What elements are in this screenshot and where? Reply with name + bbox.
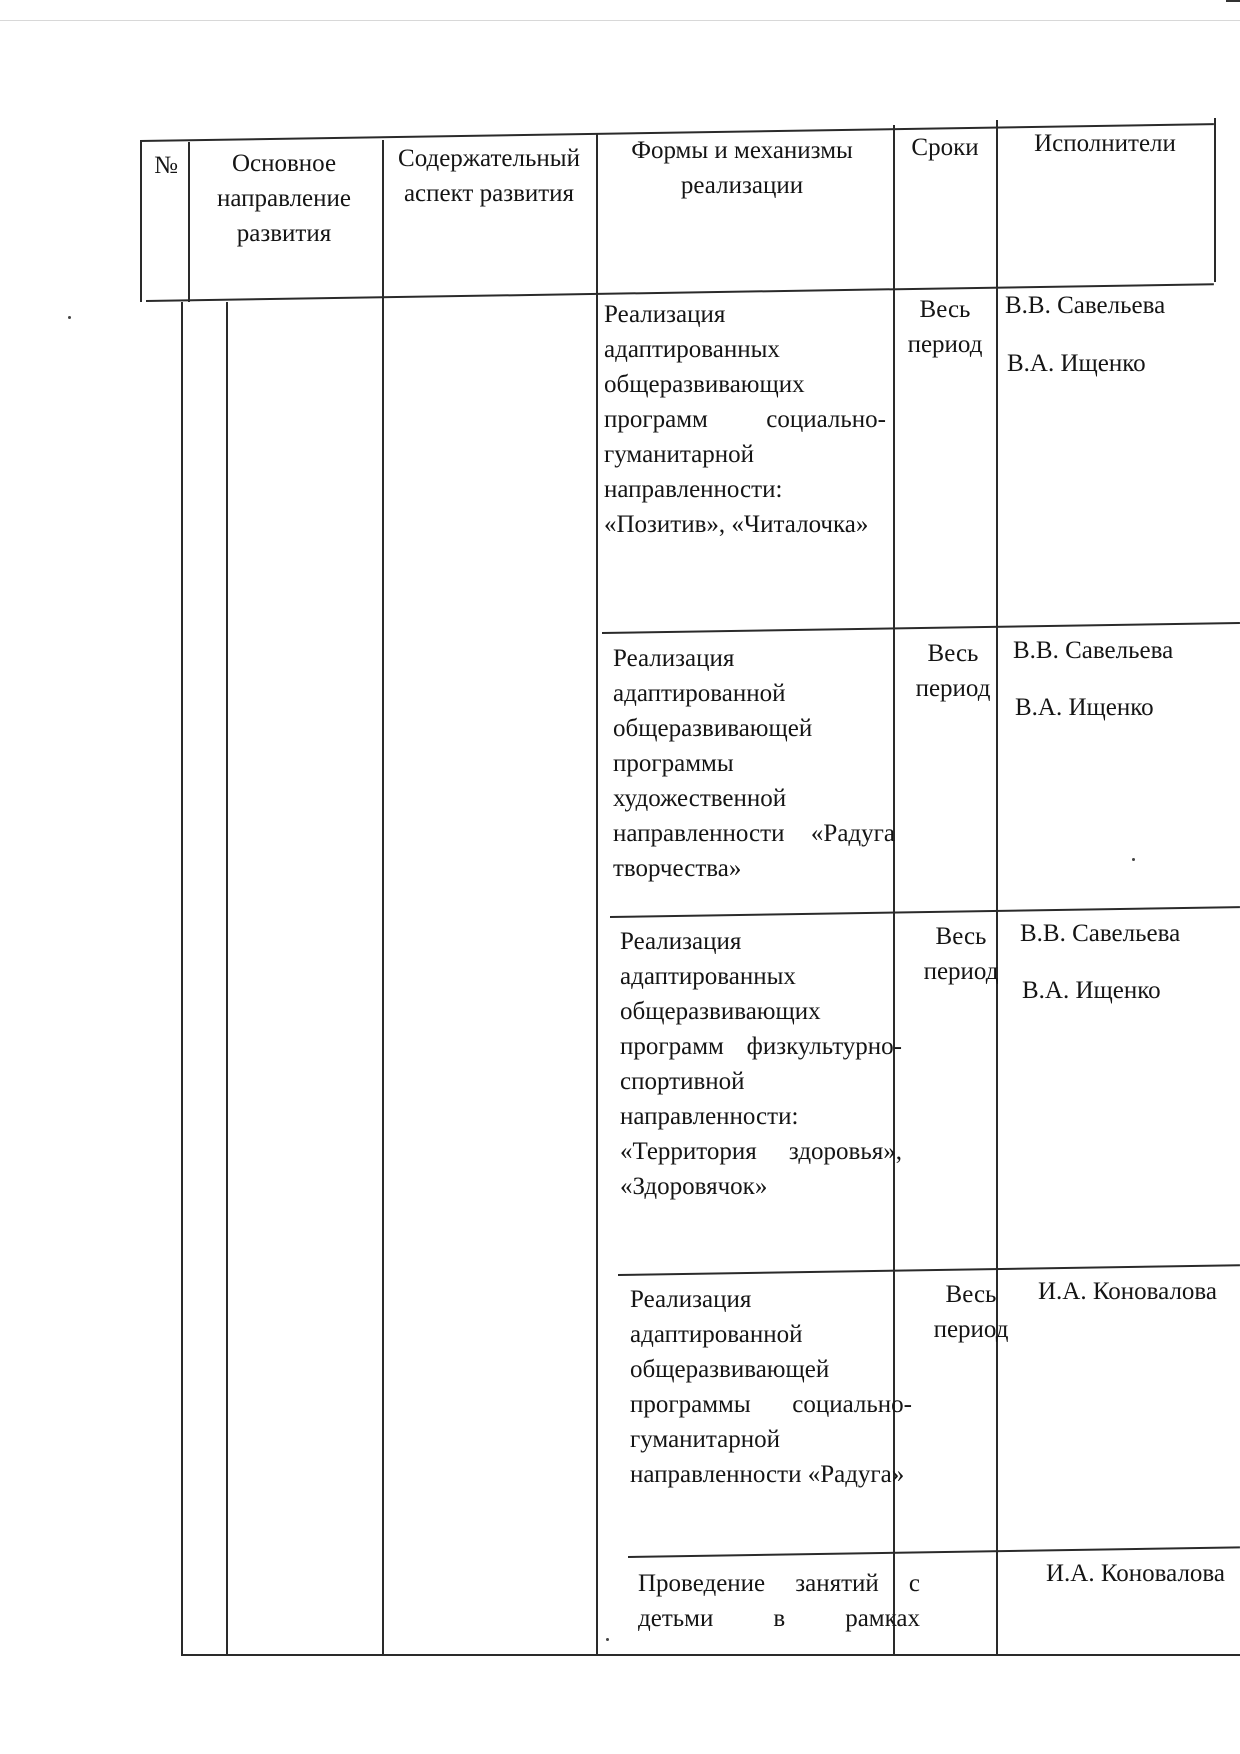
header-direction: Основное направление развития xyxy=(216,150,352,247)
col-divider-num xyxy=(188,142,190,302)
row-4-executor-1: И.А. Коновалова xyxy=(1038,1278,1218,1305)
scan-edge xyxy=(0,20,1240,21)
table-border-left xyxy=(140,142,142,302)
table-border-right xyxy=(1214,118,1216,282)
header-executors: Исполнители xyxy=(1034,130,1176,157)
scan-speck xyxy=(68,316,71,319)
row-4-terms: Весь период xyxy=(933,1281,1009,1343)
scan-corner-mark xyxy=(1226,0,1240,2)
row-4-forms: Реализация адаптированной общеразвивающей программы социально-гуманитарной направленности «Радуга» xyxy=(630,1286,912,1488)
row-1-terms: Весь период xyxy=(907,296,983,358)
row-2-forms: Реализация адаптированной общеразвивающей программы художественной направленности «Радуга творчества» xyxy=(613,645,895,882)
col-divider-aspect xyxy=(596,133,598,1654)
row-5-executor-1: И.А. Коновалова xyxy=(1046,1560,1226,1587)
row-3-executor-2: В.А. Ищенко xyxy=(1022,977,1161,1004)
row-3-executor-1: В.В. Савельева xyxy=(1020,920,1181,947)
table-border-bottom xyxy=(181,1654,1240,1656)
row-2-terms: Весь период xyxy=(915,640,991,702)
header-aspect: Содержательный аспект развития xyxy=(398,145,580,207)
row-3-terms: Весь период xyxy=(923,923,999,985)
row-2-executor-2: В.А. Ищенко xyxy=(1015,694,1154,721)
row-3-forms: Реализация адаптированных общеразвивающих программ физкультурно-спортивной направленности: «Территория здоровья», «Здоровячок» xyxy=(620,928,902,1200)
scan-speck xyxy=(606,1638,609,1641)
scan-speck xyxy=(1132,858,1135,861)
row-1-executor-2: В.А. Ищенко xyxy=(1007,350,1146,377)
row-1-executor-1: В.В. Савельева xyxy=(1005,292,1166,319)
col-divider-terms xyxy=(996,120,998,1654)
header-forms: Формы и механизмы реализации xyxy=(631,137,853,199)
header-num: № xyxy=(154,152,178,179)
col-divider-num-lower xyxy=(226,302,228,1654)
row-5-forms: Проведение занятий с детьми в рамках xyxy=(638,1570,920,1632)
table-border-left-lower xyxy=(181,302,183,1654)
row-2-executor-1: В.В. Савельева xyxy=(1013,637,1174,664)
row-1-forms: Реализация адаптированных общеразвивающих программ социально-гуманитарной направленности: «Позитив», «Читалочка» xyxy=(604,301,886,538)
row-divider-1 xyxy=(602,622,1240,634)
header-terms: Сроки xyxy=(911,134,979,161)
col-divider-direction xyxy=(382,140,384,1654)
